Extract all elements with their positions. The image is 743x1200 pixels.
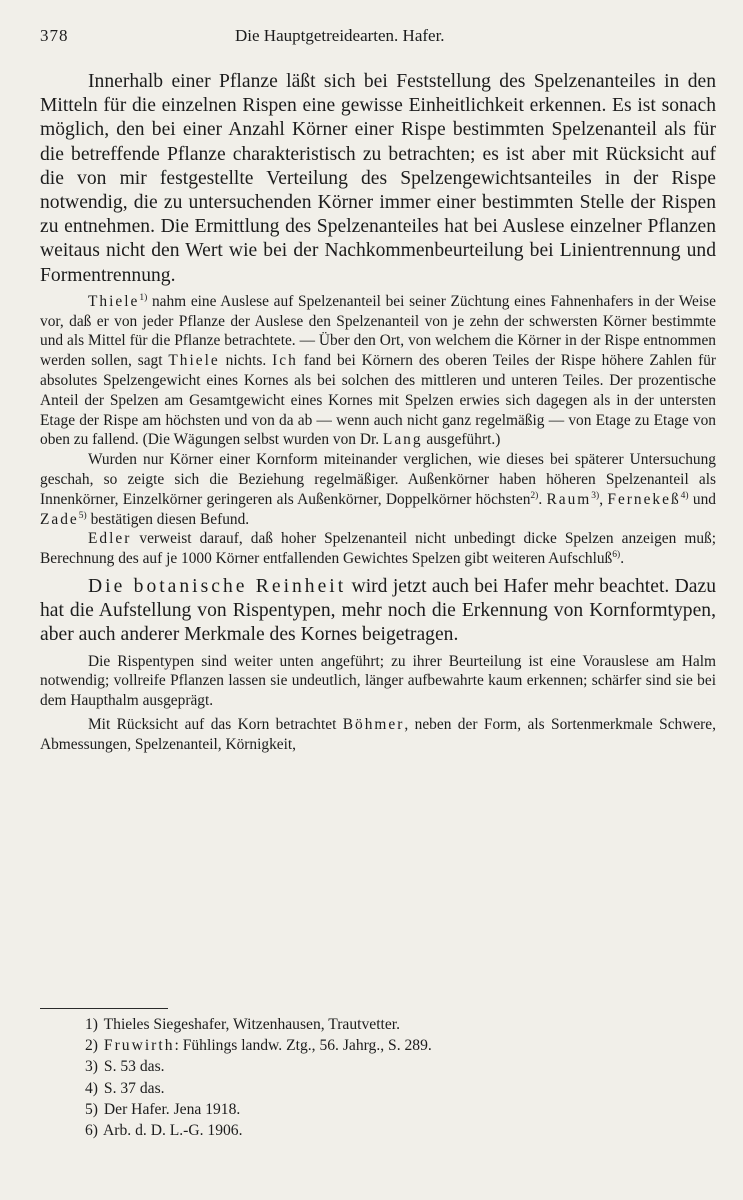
author-name: Lang xyxy=(382,431,423,449)
running-title: Die Hauptgetreidearten. Hafer. xyxy=(235,26,445,45)
footnote-1 xyxy=(76,1014,432,1035)
footnote-ref: 6) xyxy=(612,549,621,561)
footnote-3 xyxy=(76,1056,432,1077)
text-run: , xyxy=(599,490,608,508)
emphasis: Ich xyxy=(272,352,298,370)
author-name: Raum xyxy=(546,490,592,508)
main-text xyxy=(40,70,716,755)
footnote-4 xyxy=(76,1078,432,1099)
paragraph-rispentypen: Die Rispentypen sind weiter unten angeführt; zu ihrer Beurteilung ist eine Vorauslese am Halm notwendig; vollreife Pflanzen lassen sie undeutlich, länger aufbewahrte kaum erkennen; schärfer sind sie bei dem Haupthalm ausgeprägt. xyxy=(40,652,716,710)
footnote-text: Der Hafer. Jena 1918. xyxy=(103,1100,241,1118)
author-name: Zade xyxy=(40,510,79,528)
footnote-text: Thieles Siegeshafer, Witzenhausen, Trautvetter. xyxy=(103,1016,401,1033)
footnote-mark: 4) xyxy=(85,1079,98,1097)
footnote-divider xyxy=(40,1008,168,1009)
text-run: und xyxy=(688,490,716,508)
footnote-ref: 1) xyxy=(139,291,148,303)
text-run: nahm eine Auslese auf Spelzenanteil bei seiner Züchtung eines Fahnenhafers in der Weise vor, daß er von jeder Pflanze der Auslese den Spelzenanteil von je zehn der schwersten Körner bestimmte und als Mittel für die Pflanze betrachtete. — Über den Ort, von welchem die Körner in der Rispe entnommen werden sollen, sagt xyxy=(40,292,716,370)
author-name: Fernekeß xyxy=(607,490,681,508)
footnote-ref: 2) xyxy=(530,489,539,501)
text-run: ausgeführt.) xyxy=(422,431,501,449)
paragraph-spelzenanteil-pflanze: Innerhalb einer Pflanze läßt sich bei Feststellung des Spelzenanteiles in den Mitteln für die einzelnen Rispen eine gewisse Einheitlichkeit erkennen. Es ist sonach möglich, den bei einer Anzahl Körner einer Rispe bestimmten Spelzenanteil als für die betreffende Pflanze charakteristisch zu betrachten; es ist aber mit Rücksicht auf die von mir festgestellte Verteilung des Spelzengewichtsanteiles in der Rispe notwendig, die zu untersuchenden Körner immer einer bestimmten Stelle der Rispen zu entnehmen. Die Ermittlung des Spelzenanteiles hat bei Auslese einzelner Pflanzen weitaus nicht den Wert wie bei der Nachkommenbeurteilung bei Linientrennung und Formentrennung. xyxy=(40,71,716,286)
footnotes xyxy=(76,1014,432,1141)
paragraph-boehmer xyxy=(40,715,716,755)
text-run: nichts. xyxy=(219,352,273,370)
text-run: , neben der Form, als Sortenmerkmale Schwere, Abmessungen, Spelzenanteil, Körnigkeit, xyxy=(40,715,716,753)
author-name: Böhmer xyxy=(342,715,405,733)
footnote-text: Arb. d. D. L.-G. 1906. xyxy=(103,1122,243,1140)
text-run: . xyxy=(620,550,625,568)
page-number: 378 xyxy=(40,26,69,45)
footnote-mark: 5) xyxy=(85,1100,98,1118)
footnote-mark: 3) xyxy=(85,1058,98,1076)
footnote-ref: 5) xyxy=(78,509,87,521)
text-run: Mit Rücksicht auf das Korn betrachtet xyxy=(88,715,343,733)
footnote-mark: 2) xyxy=(85,1037,98,1055)
text-run: bestätigen diesen Befund. xyxy=(86,510,250,528)
footnote-text: : Fühlings landw. Ztg., 56. Jahrg., S. 289. xyxy=(174,1037,432,1055)
footnote-2 xyxy=(76,1035,432,1056)
author-name: Thiele xyxy=(168,352,220,370)
text-run: Wurden nur Körner einer Kornform miteinander verglichen, wie dieses bei späterer Untersuchung geschah, so zeigte sich die Beziehung regelmäßiger. Außenkörner haben höheren Spelzenanteil als Innenkörner, Einzelkörner geringeren als Außenkörner, Doppelkörner höchsten xyxy=(40,451,716,508)
author-name: Edler xyxy=(88,530,132,548)
footnote-text: S. 37 das. xyxy=(103,1079,165,1097)
text-run: verweist darauf, daß hoher Spelzenanteil nicht unbedingt dicke Spelzen anzeigen muß; Berechnung des auf je 1000 Körner entfallenden Gewichtes Spelzen gibt weiteren Aufschluß xyxy=(40,530,716,568)
footnote-6 xyxy=(76,1120,432,1141)
author-name: Fruwirth xyxy=(103,1037,175,1055)
footnote-ref: 4) xyxy=(680,489,689,501)
footnote-text: S. 53 das. xyxy=(103,1058,165,1076)
footnote-5 xyxy=(76,1099,432,1120)
paragraph-kornform xyxy=(40,450,716,529)
emphasis-heading: Die botanische Reinheit xyxy=(88,575,347,597)
paragraph-botanische-reinheit xyxy=(40,575,716,648)
text-run: wird jetzt auch bei Hafer mehr beachtet. Dazu hat die Aufstellung von Rispentypen, mehr noch die Erkennung von Kornformtypen, aber auch anderer Merkmale des Kornes beigetragen. xyxy=(40,575,716,646)
paragraph-edler xyxy=(40,529,716,569)
footnote-ref: 3) xyxy=(591,489,600,501)
paragraph-thiele xyxy=(40,292,716,450)
footnote-mark: 6) xyxy=(85,1122,98,1140)
text-run: fand bei Körnern des oberen Teiles der Rispe höhere Zahlen für absolutes Spelzengewicht eines Kornes als bei solchen des mittleren und unteren Teiles. Der prozentische Anteil der Spelzen am Gesamtgewicht eines Kornes mit Spelzen erwies sich dagegen als in der untersten Etage der Rispe am höchsten und von da ab — wenn auch nicht ganz regelmäßig — von Etage zu Etage von oben zu fallend. (Die Wägungen selbst wurden von Dr. xyxy=(40,352,717,449)
text-run: . xyxy=(538,490,547,508)
author-name: Thiele xyxy=(88,292,140,310)
footnote-mark: 1) xyxy=(85,1016,98,1033)
page-header xyxy=(40,26,710,50)
